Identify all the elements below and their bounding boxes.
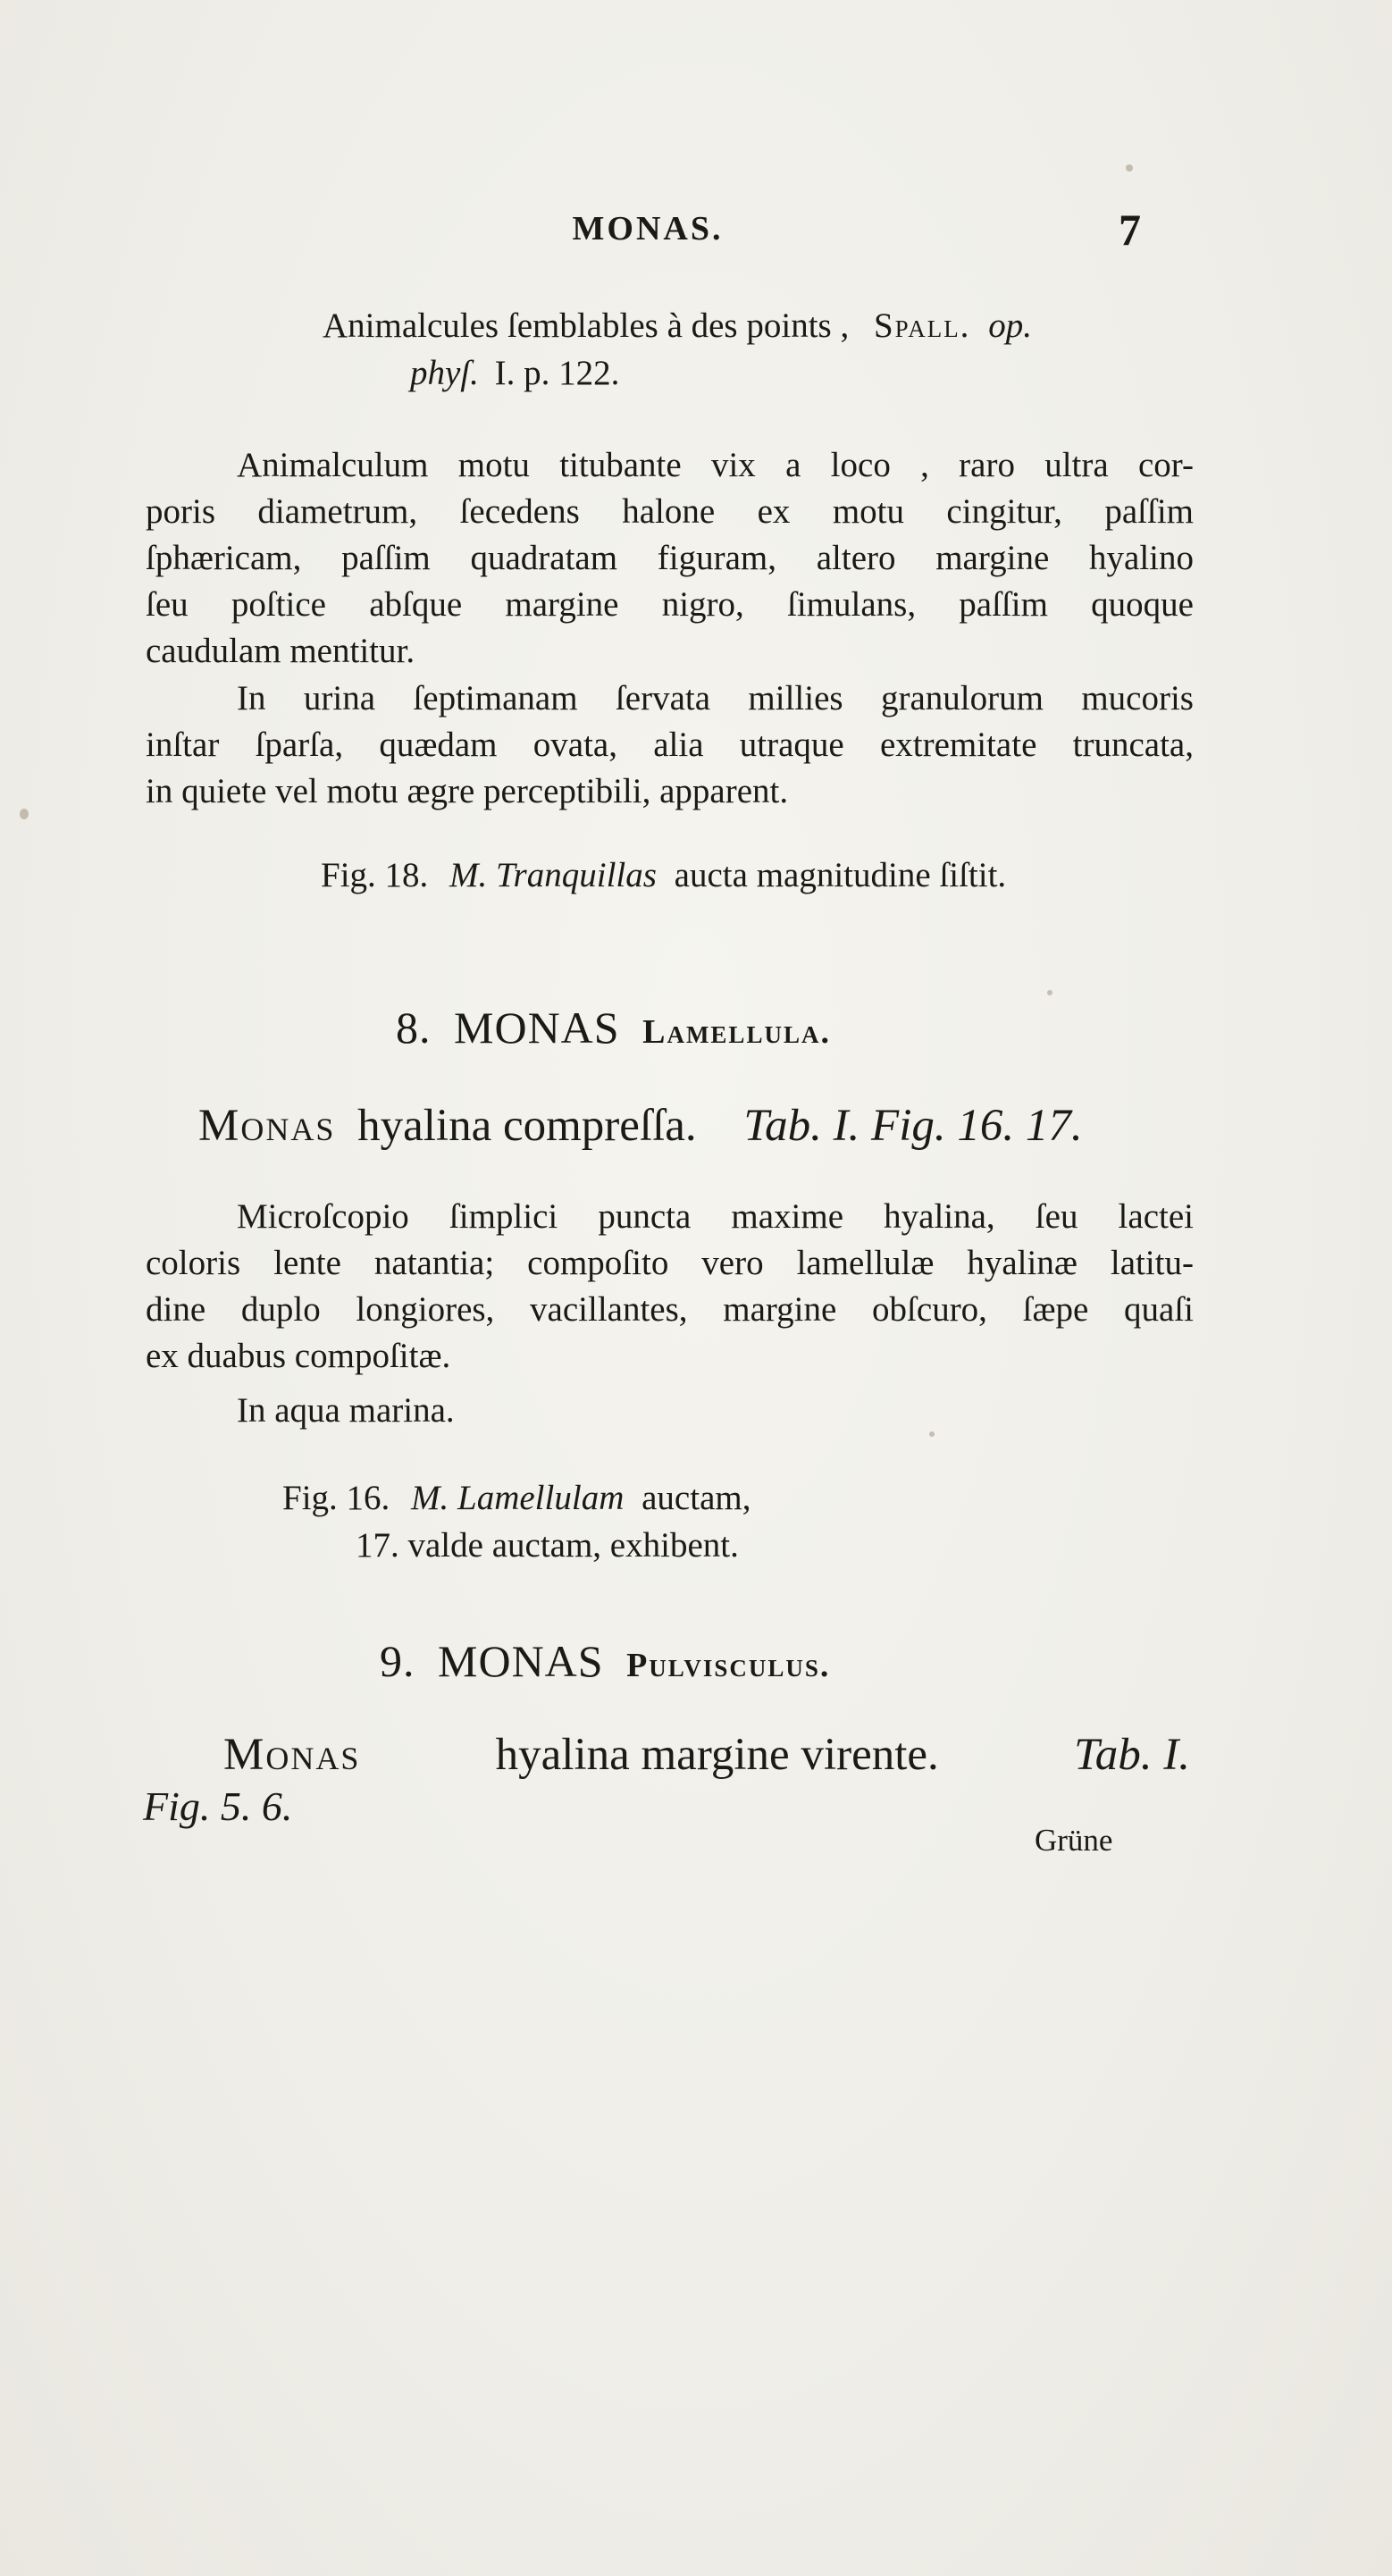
diagnosis-genus: Monas bbox=[198, 1101, 336, 1151]
section-number: 8. bbox=[396, 1003, 432, 1053]
ink-speck bbox=[929, 1431, 935, 1437]
figure-caption: aucta magnitudine ſiſtit. bbox=[674, 856, 1007, 894]
section-genus: MONAS bbox=[454, 1003, 620, 1053]
figure-reference-17: 17. valde auctam, exhibent. bbox=[356, 1526, 739, 1565]
section-number: 9. bbox=[380, 1636, 415, 1686]
citation-text-2: I. p. 122. bbox=[494, 354, 620, 392]
diagnosis-genus: Monas bbox=[223, 1730, 361, 1780]
section-species: Pulvisculus. bbox=[626, 1647, 831, 1684]
figure-label: Fig. 16. bbox=[282, 1479, 390, 1517]
figure-label: Fig. 18. bbox=[321, 856, 429, 894]
diagnosis-9 bbox=[223, 1729, 1190, 1781]
diagnosis-text: hyalina margine virente. bbox=[495, 1730, 939, 1780]
paragraph-lamellula bbox=[146, 1194, 1194, 1380]
diagnosis-text: hyalina compreſſa. bbox=[357, 1101, 697, 1151]
ink-speck bbox=[20, 809, 29, 819]
paragraph-line: ſphæricam, paſſim quadratam figuram, altero margine hyalino bbox=[146, 539, 1194, 577]
paragraph-description bbox=[146, 442, 1194, 675]
paragraph-line: poris diametrum, ſecedens halone ex motu cingitur, paſſim bbox=[146, 492, 1194, 531]
paragraph-line: coloris lente natantia; compoſito vero lamellulæ hyalinæ latitu- bbox=[146, 1244, 1194, 1282]
section-genus: MONAS bbox=[438, 1636, 604, 1686]
paragraph-line: dine duplo longiores, vacillantes, margine obſcuro, ſæpe quaſi bbox=[146, 1290, 1194, 1329]
catchword: Grüne bbox=[1035, 1823, 1113, 1858]
section-heading-9 bbox=[380, 1635, 830, 1687]
figure-species: M. Lamellulam bbox=[411, 1479, 625, 1517]
paragraph-line: Animalculum motu titubante vix a loco , raro ultra cor- bbox=[237, 446, 1194, 484]
citation-author: Spall. bbox=[873, 306, 971, 345]
citation-line-2 bbox=[410, 351, 619, 396]
paragraph-line: caudulam mentitur. bbox=[146, 632, 415, 670]
paragraph-line: ſeu poſtice abſque margine nigro, ſimulans, paſſim quoque bbox=[146, 585, 1194, 624]
paragraph-line: inſtar ſparſa, quædam ovata, alia utraque extremitate truncata, bbox=[146, 726, 1194, 764]
figure-caption: auctam, bbox=[641, 1479, 751, 1517]
citation-ref: op. bbox=[988, 306, 1032, 345]
paragraph-line: in quiete vel motu ægre perceptibili, apparent. bbox=[146, 772, 789, 810]
citation-ref-2: phyſ. bbox=[410, 354, 479, 392]
section-species: Lamellula. bbox=[642, 1013, 831, 1051]
paragraph-line: In urina ſeptimanam ſervata millies granulorum mucoris bbox=[237, 679, 1194, 717]
citation-line-1 bbox=[323, 304, 1032, 348]
section-heading-8 bbox=[396, 1002, 831, 1053]
ink-speck bbox=[1047, 990, 1052, 995]
figure-reference-16 bbox=[282, 1476, 751, 1521]
diagnosis-9-continuation bbox=[143, 1783, 292, 1830]
ink-speck bbox=[1126, 164, 1133, 172]
citation-text: Animalcules ſemblables à des points , bbox=[323, 306, 850, 345]
paragraph-habitat bbox=[146, 675, 1194, 815]
paragraph-line: ex duabus compoſitæ. bbox=[146, 1337, 451, 1375]
diagnosis-reference: Tab. I. Fig. 16. 17. bbox=[743, 1101, 1083, 1151]
paragraph-line: Microſcopio ſimplici puncta maxime hyalina, ſeu lactei bbox=[237, 1197, 1194, 1236]
diagnosis-reference-2: Fig. 5. 6. bbox=[143, 1783, 293, 1829]
habitat-line: In aqua marina. bbox=[237, 1391, 455, 1430]
page-number: 7 bbox=[1119, 205, 1141, 255]
diagnosis-8 bbox=[198, 1100, 1083, 1152]
figure-reference-18 bbox=[321, 853, 1006, 898]
running-title: MONAS. bbox=[572, 210, 724, 248]
figure-species: M. Tranquillas bbox=[449, 856, 657, 894]
diagnosis-reference: Tab. I. bbox=[1074, 1730, 1190, 1780]
